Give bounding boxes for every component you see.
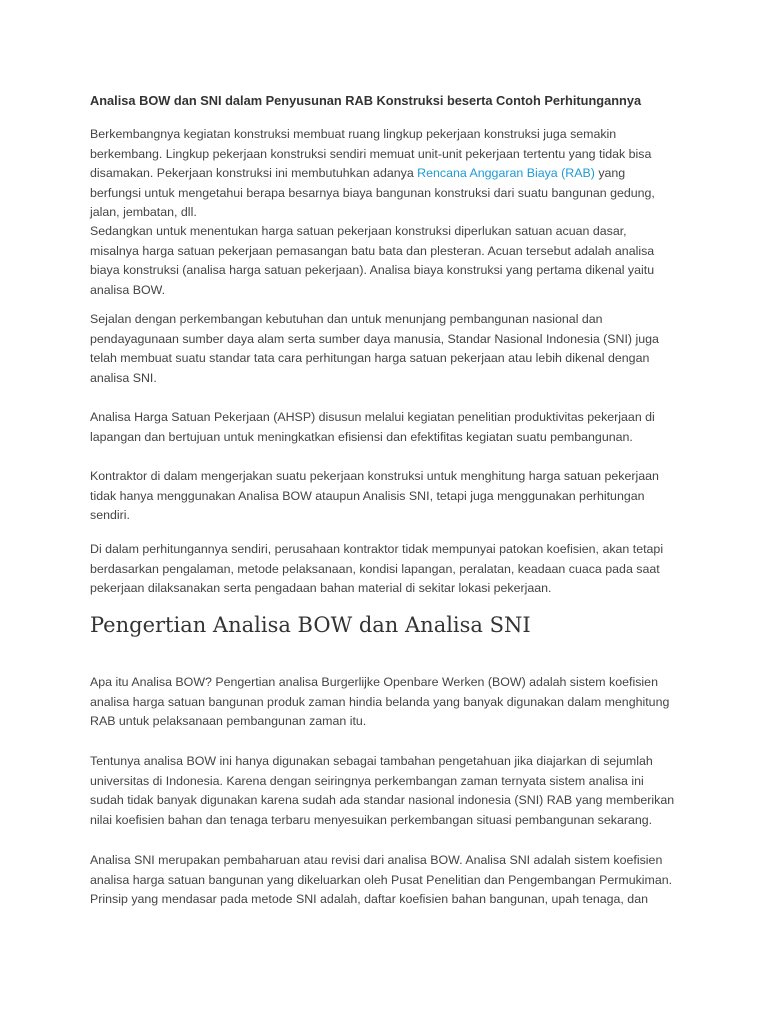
text-line: Di dalam perhitungannya sendiri, perusahaan kontraktor tidak mempunyai patokan koefisien, akan tetapi [90,542,664,556]
text-line: sudah tidak banyak digunakan karena sudah ada standar nasional indonesia (SNI) RAB yang memberikan [90,793,675,807]
text-line: tidak hanya menggunakan Analisa BOW ataupun Analisis SNI, tetapi juga menggunakan perhitungan [90,488,645,503]
text-line: lapangan dan bertujuan untuk meningkatkan efisiensi dan efektifitas kegiatan suatu pembangunan. [90,429,633,444]
paragraph-ahsp [90,408,690,447]
paragraph-harga-satuan [90,222,690,300]
text-line: analisa BOW. [90,282,166,297]
text-line: RAB untuk pelaksanaan pembangunan zaman itu. [90,714,367,728]
text-line: Sedangkan untuk menentukan harga satuan pekerjaan konstruksi diperlukan satuan acuan dasar, [90,224,627,238]
text-line: sendiri. [90,508,130,522]
text-line: analisa harga satuan bangunan produk zaman hindia belanda yang banyak digunakan dalam menghitung [90,694,670,709]
text-line: pendayagunaan sumber daya alam serta sumber daya manusia, Standar Nasional Indonesia (SNI) juga [90,331,659,346]
text-line: Tentunya analisa BOW ini hanya digunakan sebagai tambahan pengetahuan jika diajarkan di sejumlah [90,754,653,768]
paragraph-kontraktor [90,467,690,526]
text-line: biaya konstruksi (analisa harga satuan pekerjaan). Analisa biaya konstruksi yang pertama dikenal yaitu [90,263,655,277]
paragraph-bow-universitas [90,752,690,830]
text-line: berfungsi untuk mengetahui berapa besarnya biaya bangunan konstruksi dari suatu bangunan gedung, [90,185,655,200]
text-line: Berkembangnya kegiatan konstruksi membuat ruang lingkup pekerjaan konstruksi juga semakin [90,127,617,141]
text-line: Analisa Harga Satuan Pekerjaan (AHSP) disusun melalui kegiatan penelitian produktivitas pekerjaan di [90,410,655,424]
text-line: Analisa SNI merupakan pembaharuan atau revisi dari analisa BOW. Analisa SNI adalah sistem koefisien [90,853,663,867]
rab-link[interactable]: Rencana Anggaran Biaya (RAB) [417,166,595,180]
text-line [90,164,690,184]
text-line: telah membuat suatu standar tata cara perhitungan harga satuan pekerjaan atau lebih dikenal dengan [90,351,650,365]
text-line: analisa harga satuan bangunan yang dikeluarkan oleh Pusat Penelitian dan Pengembangan Permukiman. [90,872,673,887]
text-segment: yang [594,166,626,180]
text-line: berdasarkan pengalaman, metode pelaksanaan, kondisi lapangan, peralatan, keadaan cuaca pada saat [90,561,660,576]
text-line: analisa SNI. [90,370,157,385]
text-line: Apa itu Analisa BOW? Pengertian analisa Burgerlijke Openbare Werken (BOW) adalah sistem koefisien [90,675,658,689]
text-line: jalan, jembatan, dll. [90,205,197,219]
text-segment: disamakan. Pekerjaan konstruksi ini membutuhkan adanya [90,166,418,180]
paragraph-sni [90,310,690,388]
paragraph-analisa-sni [90,851,690,910]
text-line: berkembang. Lingkup pekerjaan konstruksi sendiri memuat unit-unit pekerjaan tertentu yang tidak bisa [90,146,652,161]
section-heading: Pengertian Analisa BOW dan Analisa SNI [90,613,531,637]
text-line: misalnya harga satuan pekerjaan pemasangan batu bata dan plesteran. Acuan tersebut adalah analisa [90,243,655,258]
text-line: universitas di Indonesia. Karena dengan seiringnya perkembangan zaman ternyata sistem analisa ini [90,773,644,788]
paragraph-perhitungan [90,540,690,599]
text-line: nilai koefisien bahan dan tenaga terbaru menyesuikan perkembangan situasi pembangunan sekarang. [90,812,653,827]
paragraph-pengertian-bow [90,673,690,732]
text-line: pekerjaan dilaksanakan serta pengadaan bahan material di sekitar lokasi pekerjaan. [90,581,552,595]
paragraph-intro [90,125,690,223]
text-line: Prinsip yang mendasar pada metode SNI adalah, daftar koefisien bahan bangunan, upah tenaga, dan [90,892,648,906]
text-line: Sejalan dengan perkembangan kebutuhan dan untuk menunjang pembangunan nasional dan [90,312,603,326]
article-title: Analisa BOW dan SNI dalam Penyusunan RAB Konstruksi beserta Contoh Perhitungannya [90,93,642,108]
text-line: Kontraktor di dalam mengerjakan suatu pekerjaan konstruksi untuk menghitung harga satuan pekerjaan [90,469,659,483]
